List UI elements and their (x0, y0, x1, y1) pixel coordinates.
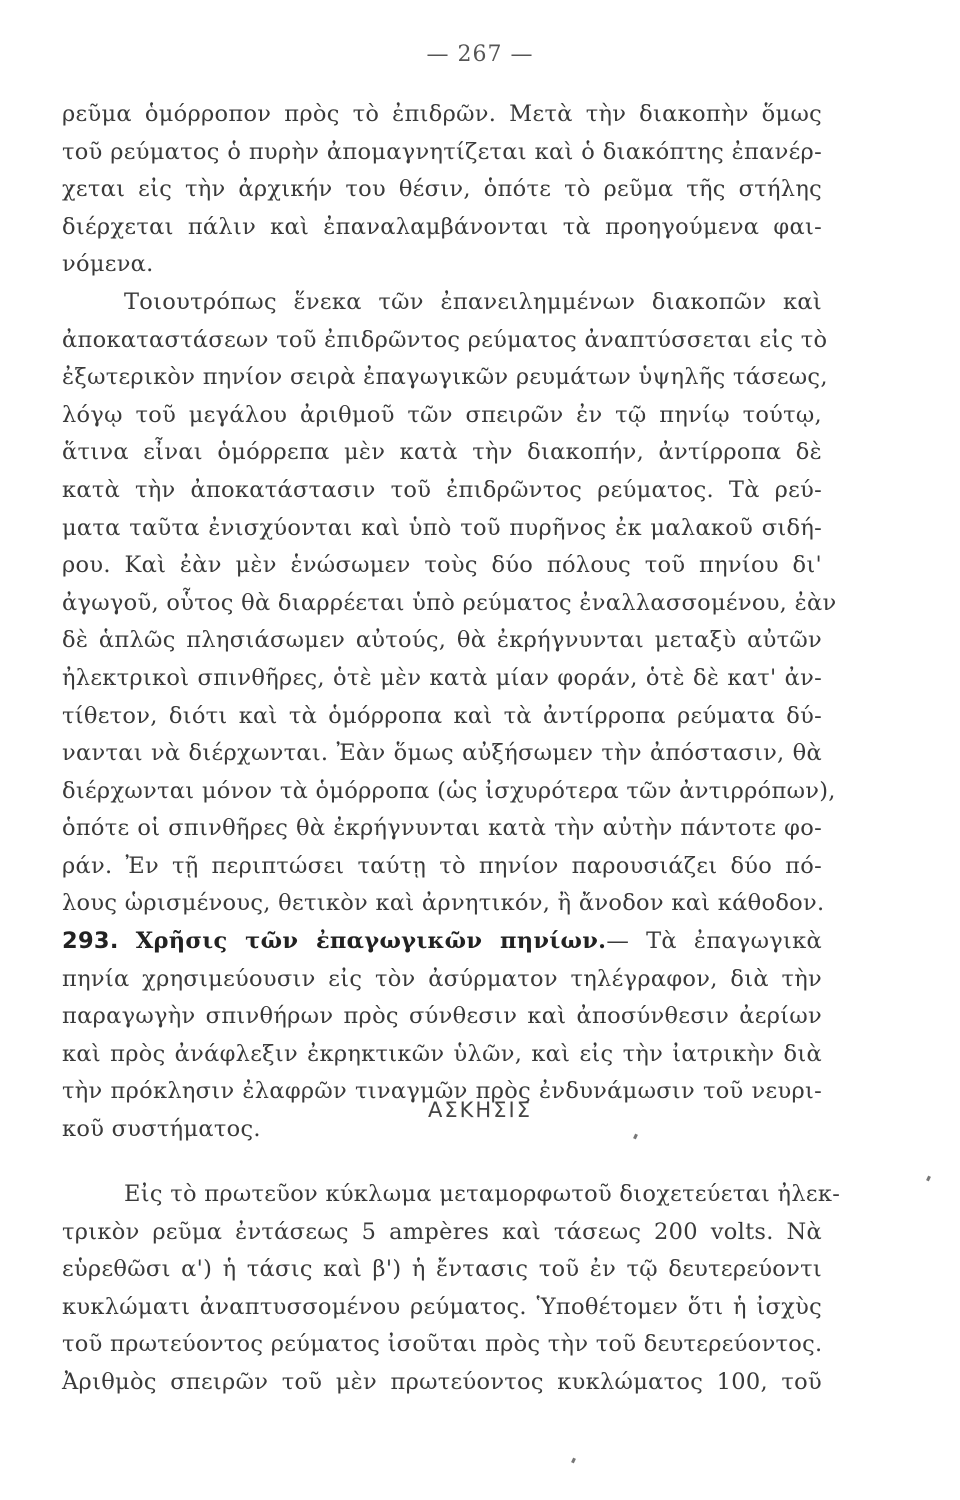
text-line: ἅτινα εἶναι ὁμόρρεπα μὲν κατὰ τὴν διακοπήν, ἀντίρροπα δὲ (62, 439, 822, 466)
text-line: τρικὸν ρεῦμα ἐντάσεως 5 ampères καὶ τάσεως 200 volts. Νὰ (62, 1218, 822, 1245)
text-line: ὁπότε οἱ σπινθῆρες θὰ ἐκρήγνυνται κατὰ τὴν αὐτὴν πάντοτε φο- (62, 815, 822, 842)
text-line: διέρχεται πάλιν καὶ ἐπαναλαμβάνονται τὰ προηγούμενα φαι- (62, 213, 822, 240)
main-text (62, 96, 837, 1149)
text-line: τὴν πρόκλησιν ἐλαφρῶν τιναγμῶν πρὸς ἐνδυνάμωσιν τοῦ νευρι- (62, 1078, 822, 1105)
text-line: λόγῳ τοῦ μεγάλου ἀριθμοῦ τῶν σπειρῶν ἐν τῷ πηνίῳ τούτῳ, (62, 401, 822, 428)
text-line: λους ὡρισμένους, θετικὸν καὶ ἀρνητικόν, ἢ ἄνοδον καὶ κάθοδον. (62, 890, 825, 917)
text-line: ἀποκαταστάσεων τοῦ ἐπιδρῶντος ρεύματος ἀναπτύσσεται εἰς τὸ (62, 326, 828, 353)
body-paragraphs (62, 96, 837, 923)
text-line: παραγωγὴν σπινθήρων πρὸς σύνθεσιν καὶ ἀποσύνθεσιν ἀερίων (62, 1003, 822, 1030)
text-line: κατὰ τὴν ἀποκατάστασιν τοῦ ἐπιδρῶντος ρεύματος. Τὰ ρεύ- (62, 476, 822, 503)
section-number: 293. (62, 928, 119, 955)
text-line: ματα ταῦτα ἐνισχύονται καὶ ὑπὸ τοῦ πυρῆνος ἐκ μαλακοῦ σιδή- (62, 514, 822, 541)
ink-speck (926, 1176, 931, 1182)
text-line: Ἀριθμὸς σπειρῶν τοῦ μὲν πρωτεύοντος κυκλώματος 100, τοῦ (62, 1368, 822, 1395)
text-line: πηνία χρησιμεύουσιν εἰς τὸν ἀσύρματον τηλέγραφον, διὰ τὴν (62, 965, 822, 992)
text-line: διέρχωνται μόνον τὰ ὁμόρροπα (ὡς ἰσχυρότερα τῶν ἀντιρρόπων), (62, 777, 836, 804)
text-line: τοῦ πρωτεύοντος ρεύματος ἰσοῦται πρὸς τὴν τοῦ δευτερεύοντος. (62, 1331, 823, 1358)
text-line: καὶ πρὸς ἀνάφλεξιν ἐκρηκτικῶν ὑλῶν, καὶ εἰς τὴν ἰατρικὴν διὰ (62, 1040, 822, 1067)
page-number: — 267 — (426, 42, 534, 67)
text-line: ἠλεκτρικοὶ σπινθῆρες, ὁτὲ μὲν κατὰ μίαν φοράν, ὁτὲ δὲ κατ' ἀν- (62, 664, 822, 691)
text-line: Τοιουτρόπως ἕνεκα τῶν ἐπανειλημμένων διακοπῶν καὶ (124, 288, 822, 315)
text-line: νόμενα. (62, 251, 154, 278)
text-line: κοῦ συστήματος. (62, 1116, 261, 1143)
section-first-line-text: — Τὰ ἐπαγωγικὰ (606, 928, 823, 955)
text-line: Εἰς τὸ πρωτεῦον κύκλωμα μεταμορφωτοῦ διοχετεύεται ἠλεκ- (124, 1181, 841, 1207)
text-line: ρεῦμα ὁμόρροπον πρὸς τὸ ἐπιδρῶν. Μετὰ τὴν διακοπὴν ὅμως (62, 101, 822, 127)
text-line: τίθετον, διότι καὶ τὰ ὁμόρροπα καὶ τὰ ἀντίρροπα ρεύματα δύ- (62, 702, 822, 729)
section-heading-line (62, 923, 822, 961)
text-line: ἐξωτερικὸν πηνίον σειρὰ ἐπαγωγικῶν ρευμάτων ὑψηλῆς τάσεως, (62, 364, 828, 391)
exercise-paragraph (62, 1176, 841, 1402)
text-line: ρου. Καὶ ἐὰν μὲν ἑνώσωμεν τοὺς δύο πόλους τοῦ πηνίου δι' (62, 552, 822, 579)
exercise-heading: ΑΣΚΗΣΙΣ (428, 1098, 532, 1122)
text-line: τοῦ ρεύματος ὁ πυρὴν ἀπομαγνητίζεται καὶ ὁ διακόπτης ἐπανέρ- (62, 138, 822, 165)
section-title: Χρῆσις τῶν ἐπαγωγικῶν πηνίων. (135, 928, 607, 955)
text-line: δὲ ἁπλῶς πλησιάσωμεν αὐτούς, θὰ ἐκρήγνυνται μεταξὺ αὐτῶν (62, 627, 822, 654)
ink-speck (571, 1458, 576, 1464)
text-line: χεται εἰς τὴν ἀρχικήν του θέσιν, ὁπότε τὸ ρεῦμα τῆς στήλης (62, 176, 822, 203)
text-line: ράν. Ἐν τῇ περιπτώσει ταύτῃ τὸ πηνίον παρουσιάζει δύο πό- (62, 852, 822, 879)
text-line: εὑρεθῶσι α') ἡ τάσις καὶ β') ἡ ἔντασις τοῦ ἐν τῷ δευτερεύοντι (62, 1256, 822, 1283)
text-line: ἀγωγοῦ, οὗτος θὰ διαρρέεται ὑπὸ ρεύματος ἐναλλασσομένου, ἐὰν (62, 589, 837, 616)
text-line: νανται νὰ διέρχωνται. Ἐὰν ὅμως αὐξήσωμεν τὴν ἀπόστασιν, θὰ (62, 740, 822, 767)
text-line: κυκλώματι ἀναπτυσσομένου ρεύματος. Ὑποθέτομεν ὅτι ἡ ἰσχὺς (62, 1293, 822, 1320)
exercise-text (62, 1176, 841, 1402)
